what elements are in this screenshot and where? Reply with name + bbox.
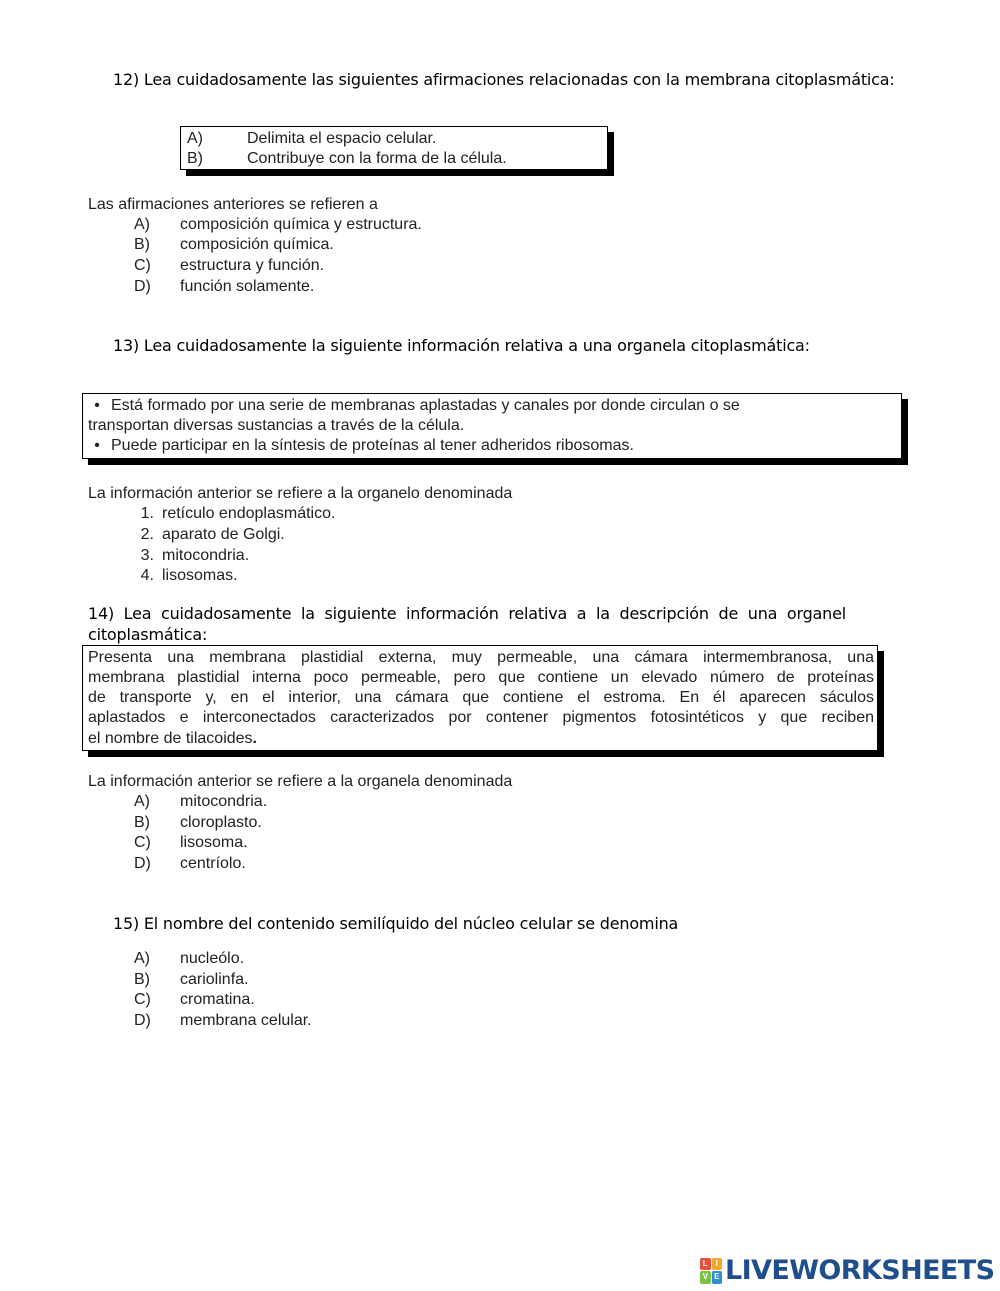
q13-info-box	[82, 393, 902, 459]
q12-statement-a	[187, 129, 436, 150]
question-14-title-line-2: citoplasmática:	[88, 625, 208, 644]
option-letter: C)	[134, 991, 151, 1008]
option-letter: A)	[134, 950, 150, 967]
q14-box-line-1: Presenta una membrana plastidial externa, muy permeable, una cámara intermembranosa, una	[88, 649, 874, 666]
option-letter: C)	[134, 257, 151, 274]
q14-option-c[interactable]	[134, 834, 248, 852]
question-13-title: 13) Lea cuidadosamente la siguiente información relativa a una organela citoplasmática:	[113, 336, 810, 355]
q14-option-a[interactable]	[134, 793, 267, 811]
box-text: Está formado por una serie de membranas aplastadas y canales por donde circulan o se	[111, 397, 740, 414]
bullet-icon: •	[94, 437, 100, 454]
bullet-icon: •	[94, 397, 100, 414]
q14-box-line-5	[88, 729, 257, 750]
q15-option-c[interactable]	[134, 991, 255, 1009]
option-text: función solamente.	[180, 278, 315, 295]
q15-option-b[interactable]	[134, 971, 248, 989]
logo-badge-cell: E	[712, 1271, 723, 1284]
option-text: centríolo.	[180, 855, 246, 872]
q12-option-c[interactable]	[134, 257, 324, 275]
option-number: 2.	[140, 526, 154, 543]
q15-option-a[interactable]	[134, 950, 244, 968]
liveworksheets-logo	[700, 1255, 994, 1286]
q14-stem: La información anterior se refiere a la organela denominada	[88, 773, 513, 790]
option-text: composición química.	[180, 236, 334, 253]
question-14-title-line-1: 14) Lea cuidadosamente la siguiente información relativa a la descripción de una organel	[88, 604, 846, 623]
logo-badge-cell: L	[700, 1258, 711, 1271]
option-number: 1.	[140, 505, 154, 522]
option-text: membrana celular.	[180, 1012, 312, 1029]
q13-stem: La información anterior se refiere a la organelo denominada	[88, 485, 513, 502]
q13-option-4[interactable]	[126, 567, 238, 585]
option-text: cloroplasto.	[180, 814, 262, 831]
option-letter: D)	[134, 1012, 151, 1029]
option-text: lisosomas.	[162, 567, 238, 584]
option-number: 4.	[140, 567, 154, 584]
option-text: estructura y función.	[180, 257, 325, 274]
q12-statements-box	[180, 126, 608, 170]
option-text: lisosoma.	[180, 834, 248, 851]
option-text: composición química y estructura.	[180, 216, 422, 233]
q12-statement-b	[187, 149, 507, 170]
q13-box-line-3	[83, 436, 634, 457]
statement-text: Contribuye con la forma de la célula.	[247, 150, 507, 167]
option-number: 3.	[140, 547, 154, 564]
q13-box-line-1	[83, 396, 740, 417]
question-12-title: 12) Lea cuidadosamente las siguientes afirmaciones relacionadas con la membrana citoplasmática:	[113, 70, 895, 89]
question-15-title: 15) El nombre del contenido semilíquido del núcleo celular se denomina	[113, 914, 679, 933]
box-text: Puede participar en la síntesis de proteínas al tener adheridos ribosomas.	[111, 437, 634, 454]
option-text: aparato de Golgi.	[162, 526, 285, 543]
q13-option-1[interactable]	[126, 505, 335, 523]
logo-text: LIVEWORKSHEETS	[725, 1255, 995, 1286]
option-text: retículo endoplasmático.	[162, 505, 336, 522]
q12-option-b[interactable]	[134, 236, 334, 254]
q14-box-line-4: aplastados e interconectados caracterizados por contener pigmentos fotosintéticos y que reciben	[88, 709, 874, 726]
box-text: el nombre de tilacoides	[88, 730, 253, 747]
q13-option-2[interactable]	[126, 526, 285, 544]
q14-option-b[interactable]	[134, 814, 262, 832]
q14-box-line-2: membrana plastidial interna poco permeable, pero que contiene un elevado número de proteínas	[88, 669, 874, 686]
statement-letter: B)	[187, 150, 203, 167]
q14-box-line-3: de transporte y, en el interior, una cámara que contiene el estroma. En él aparecen sáculos	[88, 689, 874, 706]
q14-info-box	[82, 645, 878, 751]
option-letter: B)	[134, 236, 150, 253]
q15-option-d[interactable]	[134, 1012, 312, 1030]
option-text: mitocondria.	[180, 793, 268, 810]
q12-stem: Las afirmaciones anteriores se refieren a	[88, 196, 378, 213]
option-letter: D)	[134, 278, 151, 295]
option-letter: B)	[134, 971, 150, 988]
option-text: cariolinfa.	[180, 971, 249, 988]
q13-box-line-2: transportan diversas sustancias a través de la célula.	[88, 417, 465, 434]
logo-badge-cell: V	[700, 1271, 711, 1284]
q12-option-a[interactable]	[134, 216, 422, 234]
box-end-period: .	[252, 730, 257, 747]
option-text: nucleólo.	[180, 950, 245, 967]
logo-badge-icon	[700, 1258, 722, 1284]
option-letter: A)	[134, 793, 150, 810]
q13-option-3[interactable]	[126, 547, 249, 565]
statement-letter: A)	[187, 130, 203, 147]
option-letter: C)	[134, 834, 151, 851]
option-letter: D)	[134, 855, 151, 872]
q14-option-d[interactable]	[134, 855, 246, 873]
statement-text: Delimita el espacio celular.	[247, 130, 437, 147]
option-text: mitocondria.	[162, 547, 250, 564]
option-letter: B)	[134, 814, 150, 831]
q12-option-d[interactable]	[134, 278, 314, 296]
logo-badge-cell: I	[712, 1258, 723, 1271]
option-letter: A)	[134, 216, 150, 233]
option-text: cromatina.	[180, 991, 255, 1008]
